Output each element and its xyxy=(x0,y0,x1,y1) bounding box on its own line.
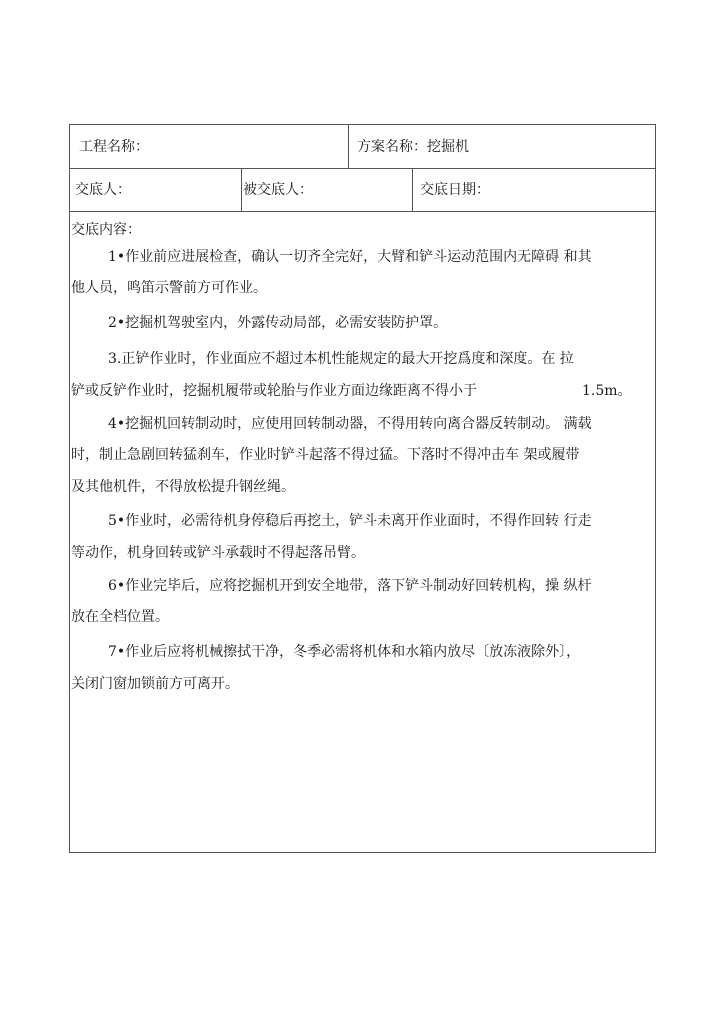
receiver-label: 被交底人： xyxy=(243,182,313,198)
paragraph-1-line-1: 1•作业前应进展检查，确认一切齐全完好，大臂和铲斗运动范围内无障碍 和其 xyxy=(108,249,592,265)
paragraph-1-line-2: 他人员，鸣笛示警前方可作业。 xyxy=(71,280,267,296)
paragraph-4-line-2: 时，制止急剧回转猛刹车，作业时铲斗起落不得过猛。下落时不得冲击车 架或履带 xyxy=(71,447,580,463)
scheme-name-label: 方案名称： xyxy=(357,138,427,155)
paragraph-7-line-1: 7•作业后应将机械擦拭干净，冬季必需将机体和水箱内放尽〔放冻液除外〕， xyxy=(108,644,581,660)
disclosure-content xyxy=(70,212,655,852)
paragraph-2-line-1: 2•挖掘机驾驶室内，外露传动局部，必需安装防护罩。 xyxy=(108,315,448,331)
paragraph-3-line-3: 1.5m。 xyxy=(582,383,632,399)
project-name-label: 工程名称： xyxy=(79,138,149,155)
receiver-cell xyxy=(243,169,403,211)
discloser-cell xyxy=(75,169,235,211)
discloser-label: 交底人： xyxy=(75,182,131,198)
scheme-name-value: 挖掘机 xyxy=(427,138,469,155)
paragraph-3-line-2: 铲或反铲作业时，挖掘机履带或轮胎与作业方面边缘距离不得小于 xyxy=(71,383,477,399)
paragraph-6-line-2: 放在全档位置。 xyxy=(71,609,169,625)
paragraph-7-line-2: 关闭门窗加锁前方可离开。 xyxy=(71,676,239,692)
project-name-cell xyxy=(79,125,349,168)
paragraph-4-line-3: 及其他机件，不得放松提升钢丝绳。 xyxy=(71,479,295,495)
date-cell xyxy=(420,169,620,211)
scheme-name-cell xyxy=(357,125,647,168)
row1-divider xyxy=(348,125,349,168)
paragraph-4-line-1: 4•挖掘机回转制动时，应使用回转制动器，不得用转向离合器反转制动。 满载 xyxy=(108,416,592,432)
paragraph-6-line-1: 6•作业完毕后，应将挖掘机开到安全地带，落下铲斗制动好回转机构，操 纵杆 xyxy=(108,578,592,594)
paragraph-5-line-1: 5•作业时，必需待机身停稳后再挖土，铲斗未离开作业面时，不得作回转 行走 xyxy=(108,513,592,529)
header-row-project xyxy=(70,125,655,169)
row2-divider-1 xyxy=(241,169,242,211)
row2-divider-2 xyxy=(412,169,413,211)
header-row-disclosure xyxy=(70,169,655,212)
disclosure-form-table xyxy=(69,124,656,853)
date-label: 交底日期： xyxy=(420,182,490,198)
paragraph-3-line-1: 3.正铲作业时，作业面应不超过本机性能规定的最大开挖爲度和深度。在 拉 xyxy=(108,351,574,367)
paragraph-5-line-2: 等动作，机身回转或铲斗承载时不得起落吊臂。 xyxy=(71,545,365,561)
content-title: 交底内容： xyxy=(71,222,141,238)
